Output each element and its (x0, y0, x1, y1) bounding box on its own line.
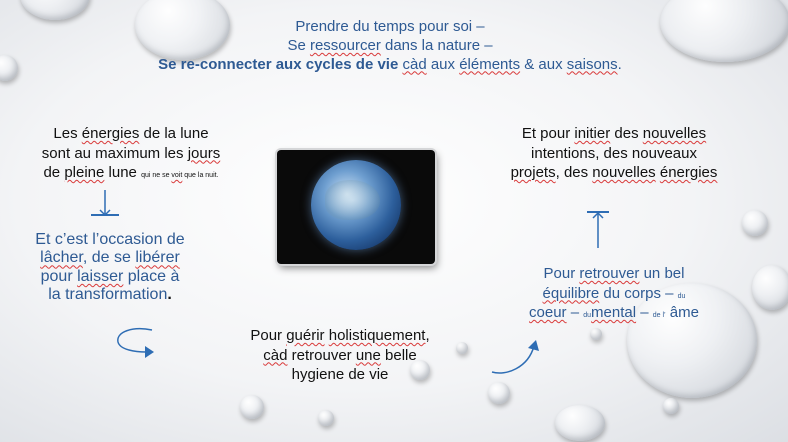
moon-energy-text: Les énergies de la lune sont au maximum les jours de pleine lune qui ne se voit que la nuit. (41, 125, 221, 181)
water-drop (590, 328, 602, 340)
water-drop (0, 55, 18, 81)
curved-arrow-icon (112, 322, 160, 362)
earth-image (277, 150, 435, 264)
curved-arrow-up-icon (488, 338, 544, 378)
water-drop (663, 398, 679, 414)
balance-text: Pour retrouver un bel équilibre du corps – du coeur – dumental – de l’ âme (529, 265, 699, 321)
slide-title (100, 18, 680, 74)
water-drop (488, 382, 510, 404)
earth-globe (311, 160, 401, 250)
water-drop (742, 210, 768, 236)
new-intentions-text: Et pour initier des nouvelles intentions, des nouveaux projets, des nouvelles énergies (510, 125, 718, 181)
arrow-down-icon (88, 188, 122, 220)
water-drop (240, 395, 264, 419)
title-line-2: Se ressourcer dans la nature – (287, 36, 493, 54)
water-drop (752, 265, 788, 310)
release-text: Et c’est l’occasion de lâcher, de se libérer pour laisser place à la transformation. (35, 231, 185, 304)
healing-text: Pour guérir holistiquement, càd retrouver une belle hygiene de vie (250, 327, 430, 383)
water-drop (555, 405, 605, 441)
water-drop (318, 410, 334, 426)
arrow-up-icon (584, 208, 612, 250)
title-line-3: Se re-connecter aux cycles de vie càd aux éléments & aux saisons. (158, 55, 622, 73)
water-drop (20, 0, 90, 20)
title-line-1: Prendre du temps pour soi – (295, 18, 485, 35)
